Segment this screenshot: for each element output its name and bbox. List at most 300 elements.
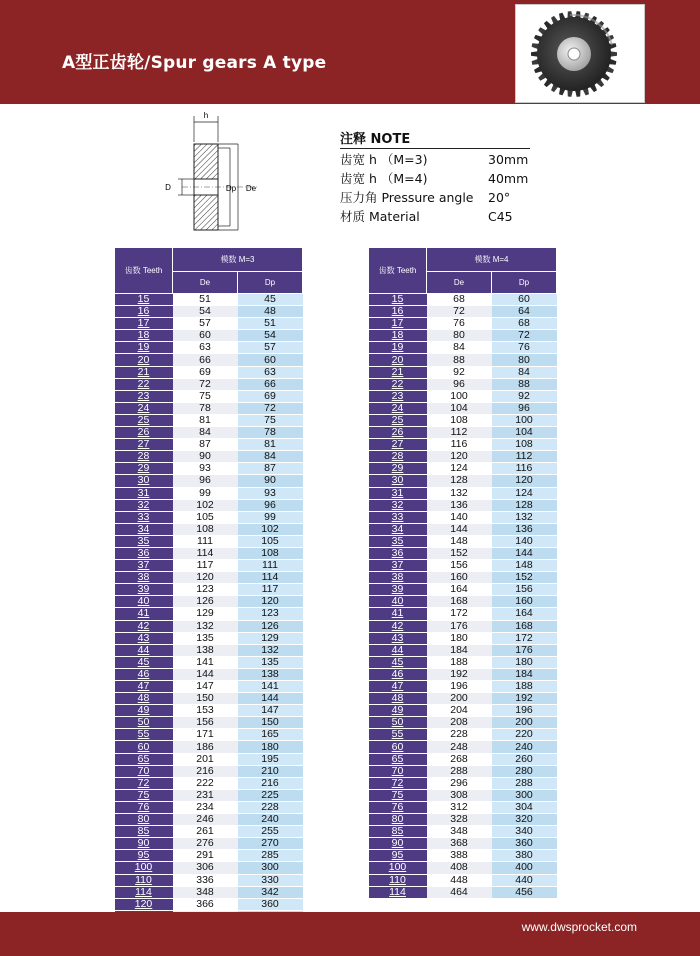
table-row xyxy=(369,862,557,874)
table-row xyxy=(369,330,557,342)
teeth-cell: 110 xyxy=(115,874,173,886)
de-cell: 150 xyxy=(173,693,238,705)
teeth-cell: 80 xyxy=(369,814,427,826)
teeth-cell: 76 xyxy=(115,801,173,813)
dp-cell: 116 xyxy=(492,463,557,475)
dp-cell: 64 xyxy=(492,306,557,318)
de-cell: 336 xyxy=(173,874,238,886)
table-row xyxy=(115,366,303,378)
dp-cell: 210 xyxy=(238,765,303,777)
dp-cell: 126 xyxy=(238,620,303,632)
dp-cell: 195 xyxy=(238,753,303,765)
de-cell: 144 xyxy=(427,523,492,535)
dp-cell: 104 xyxy=(492,427,557,439)
dp-cell: 288 xyxy=(492,777,557,789)
header-banner xyxy=(0,0,700,104)
dp-cell: 48 xyxy=(238,306,303,318)
de-cell: 138 xyxy=(173,644,238,656)
table-row xyxy=(115,463,303,475)
dp-cell: 100 xyxy=(492,414,557,426)
table-row xyxy=(369,838,557,850)
table-row xyxy=(115,632,303,644)
dp-cell: 132 xyxy=(238,644,303,656)
de-cell: 132 xyxy=(173,620,238,632)
website-link[interactable]: www.dwsprocket.com xyxy=(521,920,637,934)
de-cell: 180 xyxy=(427,632,492,644)
table-row xyxy=(115,560,303,572)
table-row xyxy=(115,402,303,414)
table-row xyxy=(369,826,557,838)
table-row xyxy=(369,439,557,451)
dp-cell: 360 xyxy=(492,838,557,850)
teeth-cell: 50 xyxy=(369,717,427,729)
dp-cell: 380 xyxy=(492,850,557,862)
dp-cell: 340 xyxy=(492,826,557,838)
table-row xyxy=(369,814,557,826)
teeth-cell: 47 xyxy=(369,681,427,693)
dp-cell: 196 xyxy=(492,705,557,717)
teeth-cell: 19 xyxy=(369,342,427,354)
teeth-cell: 29 xyxy=(369,463,427,475)
table-row xyxy=(115,668,303,680)
de-cell: 171 xyxy=(173,729,238,741)
teeth-cell: 21 xyxy=(369,366,427,378)
de-cell: 66 xyxy=(173,354,238,366)
table-row xyxy=(369,717,557,729)
teeth-cell: 46 xyxy=(115,668,173,680)
table-row xyxy=(369,693,557,705)
dp-cell: 117 xyxy=(238,584,303,596)
table-row xyxy=(115,414,303,426)
teeth-cell: 39 xyxy=(115,584,173,596)
table-row xyxy=(115,886,303,898)
teeth-cell: 32 xyxy=(369,499,427,511)
table-row xyxy=(115,789,303,801)
de-cell: 408 xyxy=(427,862,492,874)
dp-cell: 147 xyxy=(238,705,303,717)
table-row xyxy=(369,463,557,475)
teeth-cell: 34 xyxy=(115,523,173,535)
dp-cell: 184 xyxy=(492,668,557,680)
table-row xyxy=(369,741,557,753)
table-row xyxy=(369,681,557,693)
de-cell: 72 xyxy=(427,306,492,318)
table-row xyxy=(369,547,557,559)
teeth-cell: 100 xyxy=(115,862,173,874)
table-row xyxy=(369,850,557,862)
table-row xyxy=(369,620,557,632)
table-row xyxy=(369,414,557,426)
teeth-cell: 70 xyxy=(369,765,427,777)
table-row xyxy=(369,608,557,620)
de-cell: 464 xyxy=(427,886,492,898)
dp-cell: 108 xyxy=(492,439,557,451)
table-row xyxy=(369,487,557,499)
table-row xyxy=(369,874,557,886)
table-row xyxy=(115,330,303,342)
table-row xyxy=(369,354,557,366)
table-row xyxy=(115,681,303,693)
de-cell: 246 xyxy=(173,814,238,826)
dp-cell: 192 xyxy=(492,693,557,705)
table-row xyxy=(115,354,303,366)
table-row xyxy=(369,560,557,572)
de-cell: 78 xyxy=(173,402,238,414)
spec-table-m4 xyxy=(368,247,557,899)
diagram-label-d: D xyxy=(165,183,171,192)
diagram-label-de: De xyxy=(245,184,257,193)
de-cell: 80 xyxy=(427,330,492,342)
de-cell: 88 xyxy=(427,354,492,366)
column-header-dp: Dp xyxy=(492,272,557,294)
table-row xyxy=(115,511,303,523)
teeth-cell: 40 xyxy=(115,596,173,608)
teeth-cell: 120 xyxy=(115,898,173,910)
teeth-cell: 110 xyxy=(369,874,427,886)
dp-cell: 96 xyxy=(238,499,303,511)
teeth-cell: 41 xyxy=(115,608,173,620)
teeth-cell: 48 xyxy=(115,693,173,705)
table-row xyxy=(115,390,303,402)
de-cell: 204 xyxy=(427,705,492,717)
teeth-cell: 37 xyxy=(369,560,427,572)
teeth-cell: 22 xyxy=(115,378,173,390)
table-row xyxy=(115,294,303,306)
de-cell: 348 xyxy=(173,886,238,898)
dp-cell: 129 xyxy=(238,632,303,644)
dp-cell: 132 xyxy=(492,511,557,523)
teeth-cell: 95 xyxy=(115,850,173,862)
teeth-cell: 114 xyxy=(115,886,173,898)
teeth-cell: 31 xyxy=(115,487,173,499)
module-header: 模数 M=4 xyxy=(427,248,557,272)
de-cell: 201 xyxy=(173,753,238,765)
dp-cell: 141 xyxy=(238,681,303,693)
de-cell: 160 xyxy=(427,572,492,584)
teeth-cell: 85 xyxy=(115,826,173,838)
table-row xyxy=(369,753,557,765)
de-cell: 184 xyxy=(427,644,492,656)
teeth-cell: 27 xyxy=(369,439,427,451)
teeth-cell: 50 xyxy=(115,717,173,729)
de-cell: 348 xyxy=(427,826,492,838)
note-label: 齿宽 h （M=4) xyxy=(340,171,428,186)
teeth-cell: 100 xyxy=(369,862,427,874)
de-cell: 96 xyxy=(427,378,492,390)
de-cell: 268 xyxy=(427,753,492,765)
de-cell: 196 xyxy=(427,681,492,693)
de-cell: 148 xyxy=(427,535,492,547)
de-cell: 147 xyxy=(173,681,238,693)
teeth-cell: 18 xyxy=(115,330,173,342)
table-row xyxy=(369,523,557,535)
dp-cell: 60 xyxy=(492,294,557,306)
teeth-cell: 90 xyxy=(115,838,173,850)
teeth-cell: 60 xyxy=(369,741,427,753)
de-cell: 87 xyxy=(173,439,238,451)
teeth-cell: 17 xyxy=(369,318,427,330)
teeth-cell: 80 xyxy=(115,814,173,826)
teeth-cell: 95 xyxy=(369,850,427,862)
teeth-cell: 41 xyxy=(369,608,427,620)
dp-cell: 330 xyxy=(238,874,303,886)
de-cell: 105 xyxy=(173,511,238,523)
de-cell: 104 xyxy=(427,402,492,414)
de-cell: 90 xyxy=(173,451,238,463)
teeth-cell: 23 xyxy=(369,390,427,402)
table-row xyxy=(115,765,303,777)
de-cell: 306 xyxy=(173,862,238,874)
dp-cell: 51 xyxy=(238,318,303,330)
de-cell: 368 xyxy=(427,838,492,850)
table-row xyxy=(115,439,303,451)
table-row xyxy=(369,318,557,330)
dp-cell: 220 xyxy=(492,729,557,741)
dp-cell: 300 xyxy=(492,789,557,801)
de-cell: 234 xyxy=(173,801,238,813)
note-row-width-m3 xyxy=(340,150,530,169)
table-row xyxy=(369,366,557,378)
dp-cell: 304 xyxy=(492,801,557,813)
dp-cell: 270 xyxy=(238,838,303,850)
de-cell: 312 xyxy=(427,801,492,813)
de-cell: 208 xyxy=(427,717,492,729)
teeth-cell: 55 xyxy=(115,729,173,741)
table-row xyxy=(115,826,303,838)
de-cell: 93 xyxy=(173,463,238,475)
de-cell: 69 xyxy=(173,366,238,378)
table-row xyxy=(369,656,557,668)
de-cell: 92 xyxy=(427,366,492,378)
table-row xyxy=(115,318,303,330)
dp-cell: 180 xyxy=(492,656,557,668)
table-row xyxy=(115,572,303,584)
table-row xyxy=(369,705,557,717)
de-cell: 54 xyxy=(173,306,238,318)
teeth-cell: 90 xyxy=(369,838,427,850)
table-row xyxy=(115,644,303,656)
dp-cell: 260 xyxy=(492,753,557,765)
teeth-cell: 42 xyxy=(369,620,427,632)
teeth-cell: 28 xyxy=(369,451,427,463)
dp-cell: 72 xyxy=(238,402,303,414)
teeth-cell: 42 xyxy=(115,620,173,632)
dp-cell: 69 xyxy=(238,390,303,402)
table-row xyxy=(115,753,303,765)
teeth-cell: 75 xyxy=(115,789,173,801)
teeth-cell: 35 xyxy=(115,535,173,547)
page-title: A型正齿轮/Spur gears A type xyxy=(62,53,327,73)
de-cell: 296 xyxy=(427,777,492,789)
de-cell: 231 xyxy=(173,789,238,801)
dp-cell: 80 xyxy=(492,354,557,366)
dp-cell: 68 xyxy=(492,318,557,330)
de-cell: 63 xyxy=(173,342,238,354)
de-cell: 228 xyxy=(427,729,492,741)
de-cell: 135 xyxy=(173,632,238,644)
de-cell: 120 xyxy=(427,451,492,463)
dp-cell: 93 xyxy=(238,487,303,499)
de-cell: 57 xyxy=(173,318,238,330)
table-row xyxy=(115,729,303,741)
dp-cell: 342 xyxy=(238,886,303,898)
dp-cell: 63 xyxy=(238,366,303,378)
diagram-label-dp: Dp xyxy=(225,184,237,193)
note-value: 30mm xyxy=(488,152,529,167)
de-cell: 124 xyxy=(427,463,492,475)
dp-cell: 99 xyxy=(238,511,303,523)
table-row xyxy=(115,596,303,608)
table-row xyxy=(369,729,557,741)
table-row xyxy=(369,572,557,584)
dp-cell: 57 xyxy=(238,342,303,354)
table-row xyxy=(369,668,557,680)
de-cell: 132 xyxy=(427,487,492,499)
de-cell: 128 xyxy=(427,475,492,487)
table-row xyxy=(369,632,557,644)
table-row xyxy=(115,898,303,910)
dp-cell: 54 xyxy=(238,330,303,342)
table-row xyxy=(115,705,303,717)
note-value: 40mm xyxy=(488,171,529,186)
dp-cell: 112 xyxy=(492,451,557,463)
footer-banner xyxy=(0,912,700,956)
de-cell: 117 xyxy=(173,560,238,572)
table-row xyxy=(115,378,303,390)
dp-cell: 136 xyxy=(492,523,557,535)
teeth-cell: 27 xyxy=(115,439,173,451)
dp-cell: 114 xyxy=(238,572,303,584)
table-row xyxy=(115,342,303,354)
teeth-cell: 28 xyxy=(115,451,173,463)
table-row xyxy=(115,656,303,668)
dp-cell: 216 xyxy=(238,777,303,789)
dp-cell: 152 xyxy=(492,572,557,584)
teeth-cell: 20 xyxy=(369,354,427,366)
note-value: C45 xyxy=(488,209,513,224)
column-header-dp: Dp xyxy=(238,272,303,294)
dp-cell: 148 xyxy=(492,560,557,572)
dp-cell: 240 xyxy=(238,814,303,826)
dp-cell: 165 xyxy=(238,729,303,741)
de-cell: 72 xyxy=(173,378,238,390)
diagram-label-h: h xyxy=(203,111,209,120)
note-label: 材质 Material xyxy=(340,209,420,224)
teeth-cell: 30 xyxy=(369,475,427,487)
table-row xyxy=(369,801,557,813)
teeth-cell: 25 xyxy=(115,414,173,426)
table-row xyxy=(115,838,303,850)
de-cell: 100 xyxy=(427,390,492,402)
table-row xyxy=(115,693,303,705)
de-cell: 168 xyxy=(427,596,492,608)
note-row-material xyxy=(340,207,530,226)
dp-cell: 78 xyxy=(238,427,303,439)
de-cell: 141 xyxy=(173,656,238,668)
table-row xyxy=(115,801,303,813)
dp-cell: 92 xyxy=(492,390,557,402)
table-row xyxy=(115,620,303,632)
teeth-cell: 47 xyxy=(115,681,173,693)
dp-cell: 228 xyxy=(238,801,303,813)
de-cell: 126 xyxy=(173,596,238,608)
de-cell: 222 xyxy=(173,777,238,789)
de-cell: 51 xyxy=(173,294,238,306)
dp-cell: 320 xyxy=(492,814,557,826)
teeth-cell: 15 xyxy=(369,294,427,306)
teeth-cell: 15 xyxy=(115,294,173,306)
de-cell: 84 xyxy=(173,427,238,439)
teeth-cell: 23 xyxy=(115,390,173,402)
teeth-cell: 22 xyxy=(369,378,427,390)
table-row xyxy=(115,523,303,535)
de-cell: 60 xyxy=(173,330,238,342)
note-label: 齿宽 h （M=3) xyxy=(340,152,428,167)
dp-cell: 102 xyxy=(238,523,303,535)
teeth-cell: 33 xyxy=(369,511,427,523)
de-cell: 99 xyxy=(173,487,238,499)
dp-cell: 87 xyxy=(238,463,303,475)
table-row xyxy=(115,475,303,487)
teeth-cell: 114 xyxy=(369,886,427,898)
teeth-cell: 43 xyxy=(369,632,427,644)
teeth-cell: 26 xyxy=(369,427,427,439)
table-row xyxy=(369,475,557,487)
teeth-cell: 65 xyxy=(115,753,173,765)
dp-cell: 138 xyxy=(238,668,303,680)
teeth-cell: 34 xyxy=(369,523,427,535)
de-cell: 328 xyxy=(427,814,492,826)
dp-cell: 84 xyxy=(238,451,303,463)
de-cell: 156 xyxy=(427,560,492,572)
dp-cell: 140 xyxy=(492,535,557,547)
table-row xyxy=(115,584,303,596)
teeth-cell: 35 xyxy=(369,535,427,547)
dp-cell: 84 xyxy=(492,366,557,378)
teeth-cell: 21 xyxy=(115,366,173,378)
teeth-cell: 33 xyxy=(115,511,173,523)
dp-cell: 156 xyxy=(492,584,557,596)
dp-cell: 225 xyxy=(238,789,303,801)
teeth-cell: 32 xyxy=(115,499,173,511)
table-row xyxy=(115,862,303,874)
teeth-cell: 37 xyxy=(115,560,173,572)
dp-cell: 440 xyxy=(492,874,557,886)
teeth-cell: 31 xyxy=(369,487,427,499)
note-value: 20° xyxy=(488,190,511,205)
teeth-header: 齿数 Teeth xyxy=(369,248,427,294)
teeth-cell: 30 xyxy=(115,475,173,487)
teeth-cell: 16 xyxy=(369,306,427,318)
table-row xyxy=(115,741,303,753)
table-row xyxy=(115,499,303,511)
dp-cell: 123 xyxy=(238,608,303,620)
teeth-cell: 39 xyxy=(369,584,427,596)
de-cell: 129 xyxy=(173,608,238,620)
table-row xyxy=(115,850,303,862)
de-cell: 144 xyxy=(173,668,238,680)
teeth-cell: 40 xyxy=(369,596,427,608)
dp-cell: 360 xyxy=(238,898,303,910)
table-row xyxy=(115,777,303,789)
teeth-cell: 16 xyxy=(115,306,173,318)
de-cell: 216 xyxy=(173,765,238,777)
dp-cell: 172 xyxy=(492,632,557,644)
note-label: 压力角 Pressure angle xyxy=(340,190,474,205)
dp-cell: 456 xyxy=(492,886,557,898)
teeth-cell: 46 xyxy=(369,668,427,680)
table-row xyxy=(369,596,557,608)
